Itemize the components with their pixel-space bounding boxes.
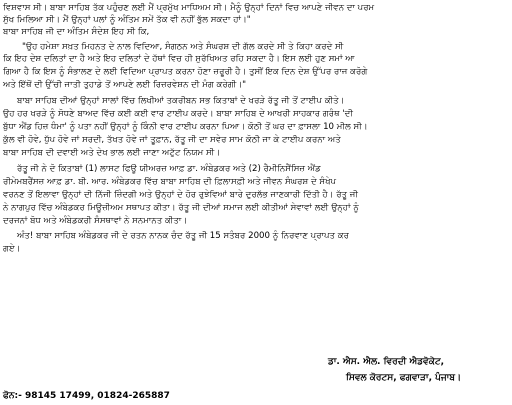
text-line: ਵਰਨਣ ਤੋਂ ਇਲਾਵਾ ਉਨ੍ਹਾਂ ਦੀ ਨਿੱਜੀ ਜ਼ਿੰਦਗੀ ਅਤੇ ਉਨ੍ਹਾਂ ਦੇ ਹੋਰ ਰੁਝੇਵਿਆਂ ਬਾਰੇ ਦੁਰਲੱਭ ਜਾਣਕਾਰੀ ਦਿੱਤੀ ਹੈ। ਰੱਤੂ ਜੀ — [3, 190, 358, 200]
signature-address: ਸਿਵਲ ਕੋਰਟਸ, ਫਗਵਾੜਾ, ਪੰਜਾਬ। — [346, 373, 462, 383]
text-line: ਕੁੱਲ ਵੀ ਹੋਵੇ, ਧੁੱਪ ਹੋਵੇ ਜਾਂ ਸਰਦੀ, ਤੱਖਤ ਹੋਵੇ ਜਾਂ ਤੂਫ਼ਾਨ, ਰੱਤੂ ਜੀ ਦਾ ਸਵੇਰ ਸਾਮ ਕੋਠੀ ਜਾ ਕੇ ਟਾਈਪ ਕਰਨਾ ਅਤੇ — [3, 135, 341, 145]
signature-name: ਡਾ. ਐਸ. ਐਲ. ਵਿਰਦੀ ਐਡਵੋਕੇਟ, — [328, 357, 445, 367]
text-line: ਉਹ ਹਰ ਖਰੜੇ ਨੂੰ ਸੋਧਣੇ ਬਾਅਦ ਵਿੱਚ ਕਈ ਕਈ ਵਾਰ ਟਾਈਪ ਕਰਦੇ। ਬਾਬਾ ਸਾਹਿਬ ਦੇ ਆਖਰੀ ਸਾਹਕਾਰ ਗਰੰਥ 'ਦੀ — [3, 109, 353, 119]
quote-line: ਕਿ ਇਹ ਦੇਸ਼ ਦਲਿਤਾਂ ਦਾ ਹੈ ਅਤੇ ਇਹ ਦਲਿਤਾਂ ਦੇ ਹੱਥਾਂ ਵਿਚ ਹੀ ਸੁਰੱਖਿਅਤ ਰਹਿ ਸਕਦਾ ਹੈ। ਇਸ ਲਈ ਹੁਣ ਸਮਾਂ ਆ — [3, 54, 355, 64]
text-line: ਰੀਮੇਮਬਰੈਂਸਜ਼ ਆਫ਼ ਡਾ. ਬੀ. ਆਰ. ਅੰਬੇਡਕਰ ਵਿੱਚ ਬਾਬਾ ਸਾਹਿਬ ਦੀ ਫ਼ਿਲਾਸਫ਼ੀ ਅਤੇ ਜੀਵਨ ਸੰਘਰਸ਼ ਦੇ ਸੰਖੇਪ — [3, 177, 337, 187]
phone-number: ਫੋਨ:- 98145 17499, 01824-265887 — [3, 391, 170, 401]
text-line: ਅੰਤ! ਬਾਬਾ ਸਾਹਿਬ ਅੰਬੇਡਕਰ ਜੀ ਦੇ ਰਤਨ ਨਾਨਕ ਚੰਦ ਰੱਤੂ ਜੀ 15 ਸਤੰਬਰ 2000 ਨੂੰ ਨਿਰਵਾਣ ਪ੍ਰਾਪਤ ਕਰ — [17, 231, 349, 241]
text-line: ਦਰਜਨਾਂ ਬੋਧ ਅਤੇ ਅੰਬੇਡਕਰੀ ਸੰਸਥਾਵਾਂ ਨੇ ਸਨਮਾਨਤ ਕੀਤਾ। — [3, 216, 188, 226]
text-line: ਬਾਬਾ ਸਾਹਿਬ ਦੀ ਦਵਾਈ ਅਤੇ ਦੇਖ ਭਾਲ ਲਈ ਜਾਣਾ ਅਟੁੱਟ ਨਿਯਮ ਸੀ। — [3, 148, 221, 158]
quote-line: "ਉਹ ਹਮੇਸ਼ਾ ਸਖ਼ਤ ਮਿਹਨਤ ਦੇ ਨਾਲ ਵਿਦਿਆ, ਸੰਗਠਨ ਅਤੇ ਸੰਘਰਸ਼ ਦੀ ਗੱਲ ਕਰਦੇ ਸੀ ਤੇ ਕਿਹਾ ਕਰਦੇ ਸੀ — [22, 42, 344, 52]
text-line: ਬੁੱਧਾ ਐਂਡ ਹਿਜ਼ ਧੰਮਾ' ਨੂੰ ਪਤਾ ਨਹੀਂ ਉਨ੍ਹਾਂ ਨੂੰ ਕਿੰਨੀ ਵਾਰ ਟਾਈਪ ਕਰਨਾ ਪਿਆ। ਕੋਠੀ ਤੋਂ ਘਰ ਦਾ ਫ਼ਾਸਲਾ 10 ਮੀਲ ਸੀ। — [3, 122, 368, 132]
text-line: ਸੁੱਖ ਮਿਲਿਆ ਸੀ। ਮੈਂ ਉਨ੍ਹਾਂ ਪਲਾਂ ਨੂੰ ਅੰਤਿਮ ਸਮੇਂ ਤੱਕ ਵੀ ਨਹੀਂ ਭੁੱਲ ਸਕਦਾ ਹਾਂ।" — [3, 15, 251, 25]
text-line: ਵਿਸ਼ਵਾਸ ਸੀ। ਬਾਬਾ ਸਾਹਿਬ ਤੱਕ ਪਹੁੰਚਣ ਲਈ ਮੈਂ ਪ੍ਰਮੁੱਖ ਮਾਧਿਅਮ ਸੀ। ਮੈਨੂੰ ਉਨ੍ਹਾਂ ਦਿਨਾਂ ਵਿਚ ਆਪਣੇ ਜੀਵਨ ਦਾ ਪਰਮ — [3, 3, 375, 13]
text-line: ਰੱਤੂ ਜੀ ਨੇ ਦੋ ਕਿਤਾਬਾਂ (1) ਲਾਸਟ ਫਿਊ ਯੀਅਰਜ਼ ਆਫ਼ ਡਾ. ਅੰਬੇਡਕਰ ਅਤੇ (2) ਰੈਮੀਨਿਸੈਂਸਿਜ਼ ਐਂਡ — [17, 164, 321, 174]
quote-line: ਗਿਆ ਹੈ ਕਿ ਇਸ ਨੂੰ ਸੰਭਾਲਣ ਦੇ ਲਈ ਵਿਦਿਆ ਪ੍ਰਾਪਤ ਕਰਨਾ ਹੋਣਾ ਜ਼ਰੂਰੀ ਹੈ। ਤੁਸੀਂ ਇਕ ਦਿਨ ਦੇਸ਼ ਉੱਪਰ ਰਾਜ ਕਰੋਗੇ — [3, 67, 368, 77]
text-line: ਗਏ। — [3, 244, 21, 254]
text-line: ਬਾਬਾ ਸਾਹਿਬ ਜੀ ਦਾ ਅੰਤਿਮ ਸੰਦੇਸ਼ ਇਹ ਸੀ ਕਿ, — [3, 27, 150, 37]
text-line: ਨੇ ਨਾਗਪੁਰ ਵਿੱਚ ਅੰਬੇਡਕਰ ਮਿਊਜ਼ੀਅਮ ਸਥਾਪਤ ਕੀਤਾ। ਰੱਤੂ ਜੀ ਦੀਆਂ ਸਮਾਜ ਲਈ ਕੀਤੀਆਂ ਸੇਵਾਵਾਂ ਲਈ ਉਨ੍ਹਾਂ ਨੂੰ — [3, 203, 359, 213]
quote-line: ਅਤੇ ਇੱਥੋਂ ਦੀ ਉੱਚੀ ਜਾਤੀ ਤੁਹਾਡੇ ਤੋਂ ਆਪਣੇ ਲਈ ਰਿਜ਼ਰਵੇਸ਼ਨ ਦੀ ਮੰਗ ਕਰੇਗੀ।" — [3, 80, 247, 90]
text-line: ਬਾਬਾ ਸਾਹਿਬ ਦੀਆਂ ਉਨ੍ਹਾਂ ਸਾਲਾਂ ਵਿੱਚ ਲਿਖੀਆਂ ਤਕਰੀਬਨ ਸਭ ਕਿਤਾਬਾਂ ਦੇ ਖਰੜੇ ਰੱਤੂ ਜੀ ਤੋਂ ਟਾਈਪ ਕੀਤੇ। — [17, 96, 345, 106]
